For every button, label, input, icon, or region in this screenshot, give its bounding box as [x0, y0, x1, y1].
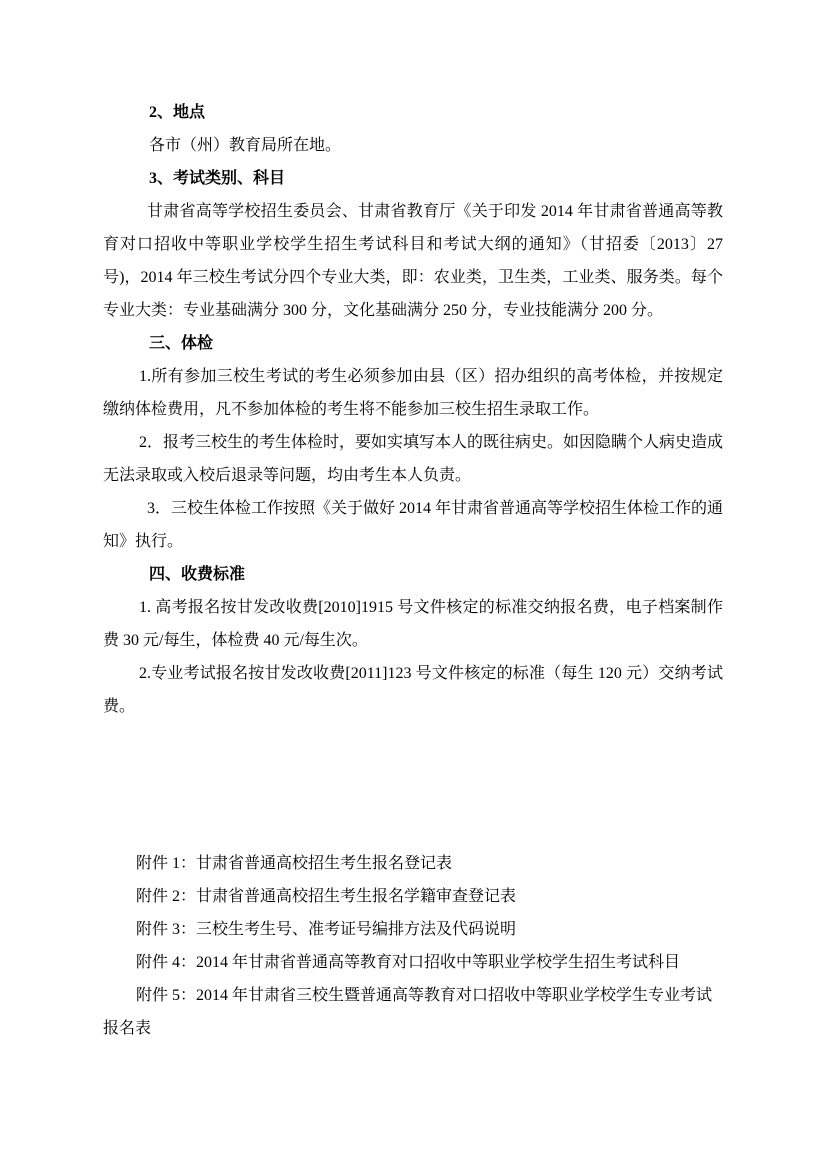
blank-space — [103, 723, 723, 847]
attachment-item-5: 附件 5：2014 年甘肃省三校生暨普通高等教育对口招收中等职业学校学生专业考试报名表 — [103, 987, 713, 1037]
heading-location: 2、地点 — [149, 104, 206, 121]
para-exam-category-subjects: 甘肃省高等学校招生委员会、甘肃省教育厅《关于印发 2014 年甘肃省普通高等教育对口招收中等职业学校学生招生考试科目和考试大纲的通知》（甘招委〔2013〕27 号)，2014 年三校生考试分四个专业大类，即：农业类，卫生类，工业类、服务类。每个专业大类：专业基础满分 300 分，文化基础满分 250 分，专业技能满分 200 分。 — [103, 203, 723, 319]
para-fee-2: 2.专业考试报名按甘发改收费[2011]123 号文件核定的标准（每生 120 元）交纳考试费。 — [103, 665, 723, 715]
attachment-item-3: 附件 3：三校生考生号、准考证号编排方法及代码说明 — [136, 921, 517, 938]
attachment-item-2: 附件 2：甘肃省普通高校招生考生报名学籍审查登记表 — [136, 888, 517, 905]
heading-fee-standard: 四、收费标准 — [149, 566, 246, 583]
para-physical-exam-3: 3．三校生体检工作按照《关于做好 2014 年甘肃省普通高等学校招生体检工作的通知》执行。 — [103, 500, 724, 550]
para-fee-1: 1. 高考报名按甘发改收费[2010]1915 号文件核定的标准交纳报名费，电子档案制作费 30 元/每生，体检费 40 元/每生次。 — [103, 599, 723, 649]
para-physical-exam-1: 1.所有参加三校生考试的考生必须参加由县（区）招办组织的高考体检，并按规定缴纳体检费用，凡不参加体检的考生将不能参加三校生招生录取工作。 — [103, 368, 723, 418]
para-location: 各市（州）教育局所在地。 — [149, 137, 342, 154]
heading-physical-examination: 三、体检 — [149, 335, 214, 352]
attachment-item-1: 附件 1：甘肃省普通高校招生考生报名登记表 — [136, 855, 453, 872]
heading-exam-category-subjects: 3、考试类别、科目 — [149, 170, 286, 187]
para-physical-exam-2: 2．报考三校生的考生体检时，要如实填写本人的既往病史。如因隐瞒个人病史造成无法录取或入校后退录等问题，均由考生本人负责。 — [103, 434, 724, 484]
attachment-item-4: 附件 4：2014 年甘肃省普通高等教育对口招收中等职业学校学生招生考试科目 — [136, 954, 681, 971]
document-content — [103, 96, 723, 1045]
